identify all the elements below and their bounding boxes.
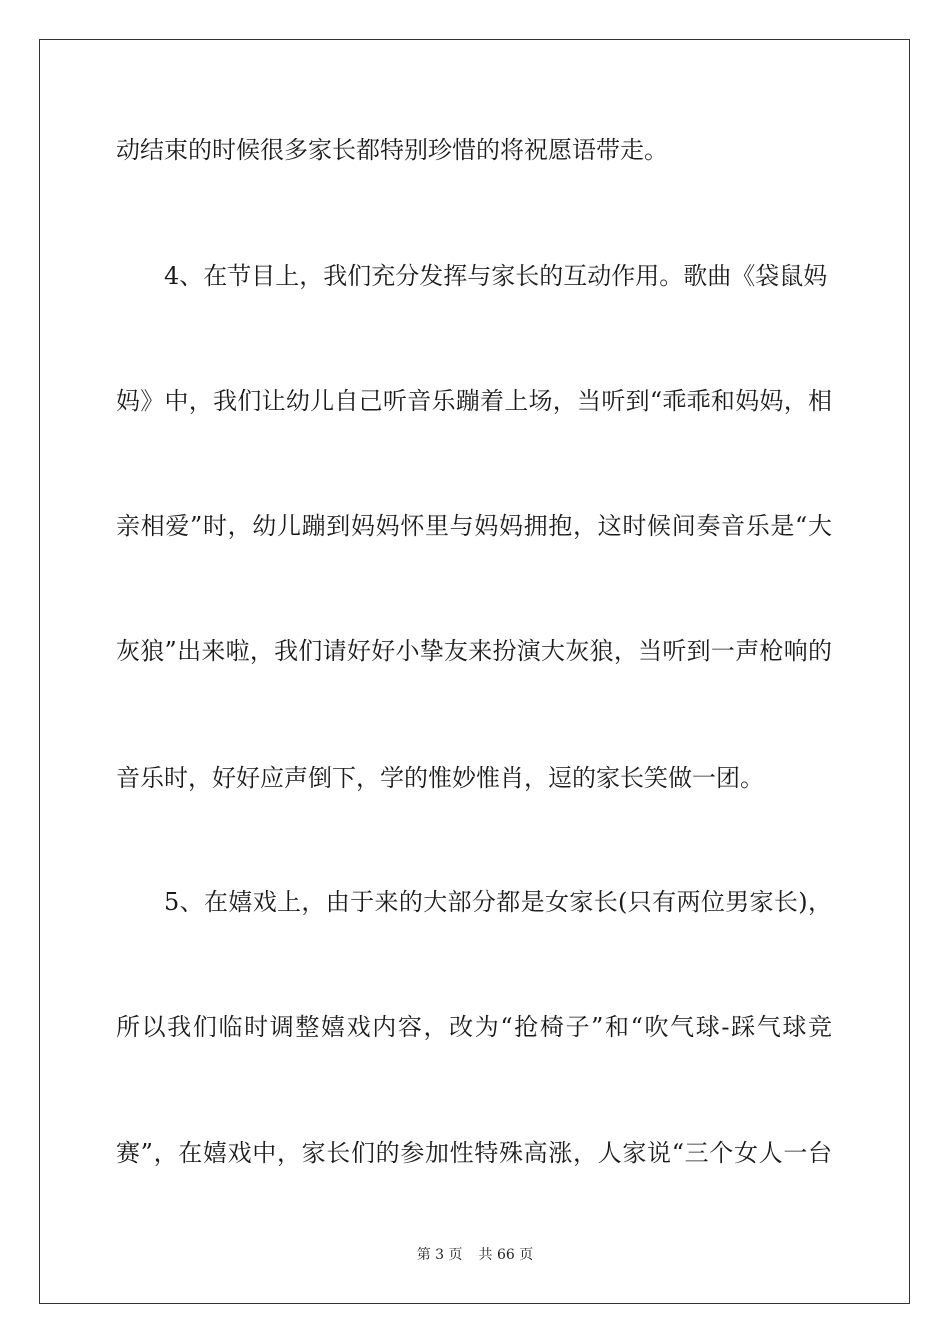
page-number: 第 3 页 [416,1247,463,1263]
paragraph-line-6: 音乐时，好好应声倒下，学的惟妙惟肖，逗的家长笑做一团。 [116,764,764,792]
page-footer [0,1246,950,1264]
paragraph-line-3: 妈》中，我们让幼儿自己听音乐蹦着上场，当听到“乖乖和妈妈，相 [116,387,832,415]
page-border [39,39,910,1304]
paragraph-line-7: 5、在嬉戏上，由于来的大部分都是女家长(只有两位男家长)， [164,888,832,916]
paragraph-line-8: 所以我们临时调整嬉戏内容，改为“抢椅子”和“吹气球-踩气球竞 [116,1013,832,1041]
paragraph-line-2: 4、在节目上，我们充分发挥与家长的互动作用。歌曲《袋鼠妈 [164,262,828,290]
paragraph-line-9: 赛”，在嬉戏中，家长们的参加性特殊高涨，人家说“三个女人一台 [116,1139,832,1167]
paragraph-line-1: 动结束的时候很多家长都特别珍惜的将祝愿语带走。 [116,136,668,164]
total-pages: 共 66 页 [478,1247,534,1263]
paragraph-line-5: 灰狼”出来啦，我们请好好小挚友来扮演大灰狼，当听到一声枪响的 [116,637,832,665]
paragraph-line-4: 亲相爱”时，幼儿蹦到妈妈怀里与妈妈拥抱，这时候间奏音乐是“大 [116,512,832,540]
